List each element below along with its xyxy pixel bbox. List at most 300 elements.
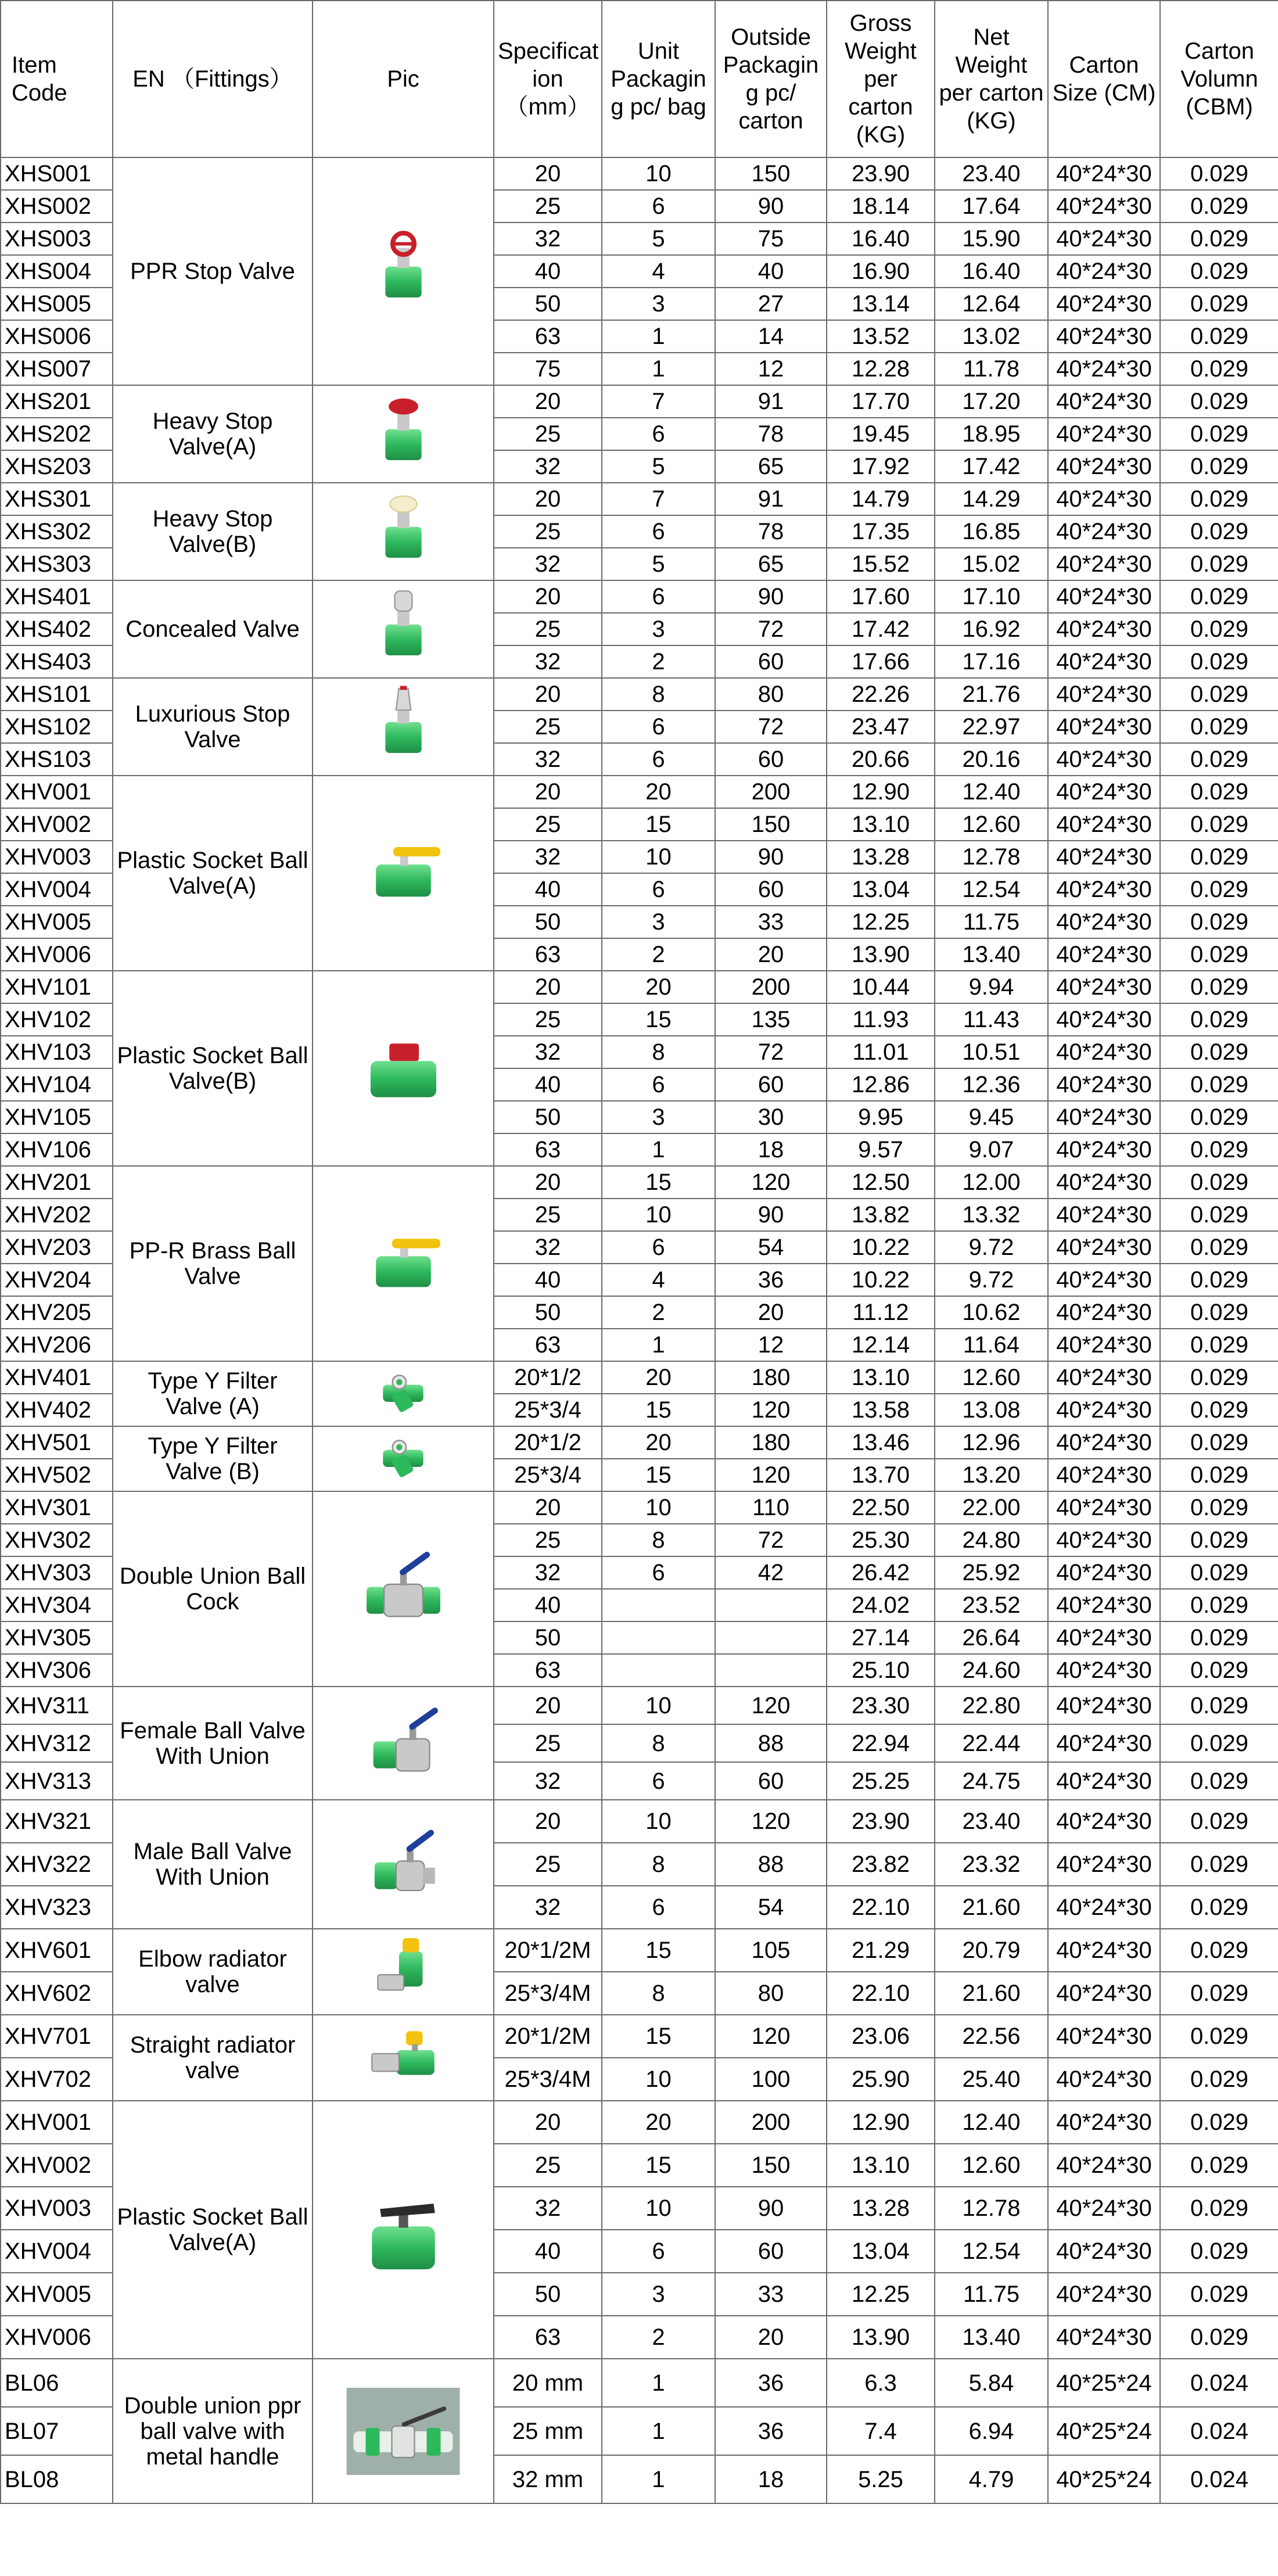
- outside-cell: [715, 1589, 827, 1621]
- item-code-cell: XHV003: [1, 841, 113, 873]
- gross-cell: 13.58: [827, 1394, 935, 1426]
- size-cell: 40*24*30: [1048, 1459, 1160, 1491]
- gross-cell: 25.90: [827, 2058, 935, 2101]
- table-row: [1, 157, 1278, 190]
- volume-cell: 0.029: [1160, 808, 1278, 841]
- unit-cell: 8: [602, 1524, 715, 1556]
- net-cell: 10.62: [935, 1296, 1048, 1329]
- unit-cell: [602, 1589, 715, 1621]
- volume-cell: 0.029: [1160, 1972, 1278, 2015]
- table-row: [1, 385, 1278, 418]
- size-cell: 40*24*30: [1048, 2144, 1160, 2187]
- net-cell: 12.60: [935, 1361, 1048, 1394]
- volume-cell: 0.029: [1160, 450, 1278, 483]
- size-cell: 40*24*30: [1048, 1231, 1160, 1264]
- net-cell: 11.75: [935, 906, 1048, 938]
- item-code-cell: XHV106: [1, 1133, 113, 1166]
- item-code-cell: XHS002: [1, 190, 113, 223]
- unit-cell: 15: [602, 1003, 715, 1036]
- size-cell: 40*25*24: [1048, 2359, 1160, 2407]
- volume-cell: 0.029: [1160, 1361, 1278, 1394]
- item-code-cell: XHS403: [1, 645, 113, 678]
- outside-cell: 60: [715, 2230, 827, 2273]
- spec-cell: 25: [494, 1524, 602, 1556]
- spec-cell: 25*3/4: [494, 1459, 602, 1491]
- net-cell: 9.45: [935, 1101, 1048, 1133]
- size-cell: 40*24*30: [1048, 971, 1160, 1003]
- net-cell: 16.85: [935, 515, 1048, 548]
- spec-cell: 32: [494, 1231, 602, 1264]
- product-picture-cell: [313, 1491, 494, 1687]
- outside-cell: 135: [715, 1003, 827, 1036]
- size-cell: 40*24*30: [1048, 1133, 1160, 1166]
- item-code-cell: XHV304: [1, 1589, 113, 1621]
- product-name-cell: Luxurious Stop Valve: [113, 678, 313, 776]
- item-code-cell: XHV302: [1, 1524, 113, 1556]
- spec-cell: 20: [494, 776, 602, 808]
- product-name-cell: Female Ball Valve With Union: [113, 1687, 313, 1800]
- item-code-cell: XHV401: [1, 1361, 113, 1394]
- size-cell: 40*24*30: [1048, 2058, 1160, 2101]
- item-code-cell: XHV321: [1, 1800, 113, 1843]
- gross-cell: 13.90: [827, 938, 935, 971]
- outside-cell: 180: [715, 1361, 827, 1394]
- spec-cell: 50: [494, 1101, 602, 1133]
- product-picture-cell: [313, 678, 494, 776]
- outside-cell: 72: [715, 1524, 827, 1556]
- outside-cell: [715, 1621, 827, 1654]
- outside-cell: 60: [715, 1068, 827, 1101]
- net-cell: 16.40: [935, 255, 1048, 288]
- gross-cell: 20.66: [827, 743, 935, 776]
- size-cell: 40*24*30: [1048, 613, 1160, 645]
- gross-cell: 17.92: [827, 450, 935, 483]
- net-cell: 22.00: [935, 1491, 1048, 1524]
- size-cell: 40*24*30: [1048, 1589, 1160, 1621]
- net-cell: 9.72: [935, 1231, 1048, 1264]
- volume-cell: 0.029: [1160, 1133, 1278, 1166]
- size-cell: 40*24*30: [1048, 808, 1160, 841]
- volume-cell: 0.029: [1160, 2058, 1278, 2101]
- volume-cell: 0.029: [1160, 1459, 1278, 1491]
- gross-cell: 18.14: [827, 190, 935, 223]
- net-cell: 12.64: [935, 288, 1048, 320]
- volume-cell: 0.029: [1160, 1687, 1278, 1724]
- net-cell: 13.32: [935, 1199, 1048, 1231]
- heavy-stop-valve-b-icon: [353, 488, 454, 575]
- spec-cell: 20: [494, 2101, 602, 2144]
- net-cell: 9.72: [935, 1264, 1048, 1296]
- gross-cell: 10.22: [827, 1231, 935, 1264]
- volume-cell: 0.029: [1160, 320, 1278, 353]
- item-code-cell: XHS006: [1, 320, 113, 353]
- header-row: [1, 1, 1278, 157]
- unit-cell: 6: [602, 2230, 715, 2273]
- table-row: [1, 1800, 1278, 1843]
- net-cell: 22.44: [935, 1724, 1048, 1762]
- outside-cell: 12: [715, 353, 827, 385]
- item-code-cell: XHV306: [1, 1654, 113, 1687]
- spec-cell: 20*1/2M: [494, 1929, 602, 1972]
- outside-cell: 200: [715, 2101, 827, 2144]
- size-cell: 40*24*30: [1048, 841, 1160, 873]
- volume-cell: 0.029: [1160, 483, 1278, 515]
- unit-cell: 3: [602, 288, 715, 320]
- unit-cell: 1: [602, 1133, 715, 1166]
- outside-cell: 72: [715, 1036, 827, 1068]
- size-cell: 40*24*30: [1048, 678, 1160, 711]
- volume-cell: 0.029: [1160, 2230, 1278, 2273]
- item-code-cell: XHS005: [1, 288, 113, 320]
- size-cell: 40*24*30: [1048, 450, 1160, 483]
- volume-cell: 0.029: [1160, 2273, 1278, 2316]
- volume-cell: 0.029: [1160, 2187, 1278, 2230]
- item-code-cell: XHV104: [1, 1068, 113, 1101]
- table-row: [1, 580, 1278, 613]
- header-en: EN （Fittings）: [113, 1, 313, 157]
- size-cell: 40*24*30: [1048, 2273, 1160, 2316]
- unit-cell: 4: [602, 1264, 715, 1296]
- unit-cell: 5: [602, 548, 715, 580]
- item-code-cell: XHV502: [1, 1459, 113, 1491]
- gross-cell: 12.25: [827, 2273, 935, 2316]
- outside-cell: 100: [715, 2058, 827, 2101]
- volume-cell: 0.029: [1160, 223, 1278, 255]
- net-cell: 12.54: [935, 2230, 1048, 2273]
- spec-cell: 40: [494, 1068, 602, 1101]
- net-cell: 12.00: [935, 1166, 1048, 1199]
- gross-cell: 25.25: [827, 1762, 935, 1800]
- unit-cell: 20: [602, 1426, 715, 1459]
- item-code-cell: XHV202: [1, 1199, 113, 1231]
- volume-cell: 0.029: [1160, 776, 1278, 808]
- table-row: [1, 2015, 1278, 2058]
- spec-cell: 63: [494, 2316, 602, 2359]
- product-name-cell: Straight radiator valve: [113, 2015, 313, 2101]
- volume-cell: 0.029: [1160, 190, 1278, 223]
- spec-cell: 32: [494, 1762, 602, 1800]
- outside-cell: 54: [715, 1886, 827, 1929]
- product-name-cell: Heavy Stop Valve(B): [113, 483, 313, 580]
- outside-cell: 120: [715, 1459, 827, 1491]
- header-outside-packaging: Outside Packagin g pc/ carton: [715, 1, 827, 157]
- volume-cell: 0.024: [1160, 2455, 1278, 2503]
- spec-cell: 32 mm: [494, 2455, 602, 2503]
- spec-cell: 25: [494, 1003, 602, 1036]
- unit-cell: 1: [602, 320, 715, 353]
- plastic-socket-ball-valve-black-handle-icon: [353, 2186, 454, 2273]
- volume-cell: 0.029: [1160, 1036, 1278, 1068]
- volume-cell: 0.029: [1160, 678, 1278, 711]
- item-code-cell: XHV006: [1, 938, 113, 971]
- spec-cell: 40: [494, 1264, 602, 1296]
- spec-cell: 25: [494, 808, 602, 841]
- item-code-cell: XHS102: [1, 711, 113, 743]
- size-cell: 40*24*30: [1048, 1166, 1160, 1199]
- header-unit-packaging: Unit Packagin g pc/ bag: [602, 1, 715, 157]
- item-code-cell: XHV305: [1, 1621, 113, 1654]
- type-y-filter-valve-b-icon: [371, 1431, 435, 1487]
- spec-cell: 20: [494, 580, 602, 613]
- header-item-code: Item Code: [1, 1, 113, 157]
- outside-cell: 90: [715, 841, 827, 873]
- unit-cell: 10: [602, 2187, 715, 2230]
- item-code-cell: XHV105: [1, 1101, 113, 1133]
- size-cell: 40*24*30: [1048, 418, 1160, 450]
- spec-cell: 20: [494, 483, 602, 515]
- size-cell: 40*24*30: [1048, 385, 1160, 418]
- net-cell: 17.64: [935, 190, 1048, 223]
- spec-cell: 32: [494, 1036, 602, 1068]
- size-cell: 40*24*30: [1048, 223, 1160, 255]
- gross-cell: 13.04: [827, 873, 935, 906]
- spec-cell: 25: [494, 711, 602, 743]
- unit-cell: 1: [602, 2455, 715, 2503]
- product-picture-cell: [313, 971, 494, 1166]
- size-cell: 40*24*30: [1048, 1329, 1160, 1361]
- gross-cell: 11.93: [827, 1003, 935, 1036]
- volume-cell: 0.029: [1160, 1426, 1278, 1459]
- item-code-cell: XHV002: [1, 808, 113, 841]
- outside-cell: 90: [715, 1199, 827, 1231]
- spec-cell: 32: [494, 841, 602, 873]
- net-cell: 22.97: [935, 711, 1048, 743]
- spec-cell: 20*1/2: [494, 1361, 602, 1394]
- net-cell: 20.16: [935, 743, 1048, 776]
- outside-cell: 78: [715, 515, 827, 548]
- outside-cell: 120: [715, 1394, 827, 1426]
- unit-cell: 6: [602, 190, 715, 223]
- gross-cell: 13.90: [827, 2316, 935, 2359]
- size-cell: 40*24*30: [1048, 711, 1160, 743]
- unit-cell: 6: [602, 1886, 715, 1929]
- gross-cell: 22.10: [827, 1972, 935, 2015]
- spec-cell: 32: [494, 1886, 602, 1929]
- item-code-cell: XHS007: [1, 353, 113, 385]
- item-code-cell: XHS001: [1, 157, 113, 190]
- net-cell: 11.64: [935, 1329, 1048, 1361]
- net-cell: 12.78: [935, 2187, 1048, 2230]
- table-row: [1, 971, 1278, 1003]
- size-cell: 40*24*30: [1048, 1800, 1160, 1843]
- spec-cell: 50: [494, 1621, 602, 1654]
- size-cell: 40*24*30: [1048, 1724, 1160, 1762]
- unit-cell: 10: [602, 157, 715, 190]
- spec-cell: 40: [494, 1589, 602, 1621]
- volume-cell: 0.024: [1160, 2359, 1278, 2407]
- gross-cell: 13.28: [827, 841, 935, 873]
- product-name-cell: Type Y Filter Valve (B): [113, 1426, 313, 1491]
- outside-cell: 33: [715, 906, 827, 938]
- outside-cell: 20: [715, 938, 827, 971]
- spec-cell: 25: [494, 418, 602, 450]
- volume-cell: 0.029: [1160, 353, 1278, 385]
- outside-cell: 20: [715, 2316, 827, 2359]
- spec-cell: 25 mm: [494, 2407, 602, 2455]
- unit-cell: 1: [602, 2359, 715, 2407]
- net-cell: 17.42: [935, 450, 1048, 483]
- item-code-cell: XHV201: [1, 1166, 113, 1199]
- spec-cell: 25*3/4M: [494, 2058, 602, 2101]
- net-cell: 23.52: [935, 1589, 1048, 1621]
- type-y-filter-valve-a-icon: [371, 1366, 435, 1422]
- net-cell: 13.40: [935, 938, 1048, 971]
- gross-cell: 9.57: [827, 1133, 935, 1166]
- unit-cell: [602, 1621, 715, 1654]
- volume-cell: 0.029: [1160, 1491, 1278, 1524]
- gross-cell: 23.90: [827, 157, 935, 190]
- gross-cell: 22.50: [827, 1491, 935, 1524]
- gross-cell: 13.46: [827, 1426, 935, 1459]
- unit-cell: 8: [602, 1843, 715, 1886]
- net-cell: 12.54: [935, 873, 1048, 906]
- spec-cell: 20: [494, 1800, 602, 1843]
- outside-cell: 60: [715, 743, 827, 776]
- size-cell: 40*25*24: [1048, 2407, 1160, 2455]
- outside-cell: 88: [715, 1843, 827, 1886]
- volume-cell: 0.029: [1160, 2316, 1278, 2359]
- item-code-cell: XHV002: [1, 2144, 113, 2187]
- net-cell: 23.40: [935, 1800, 1048, 1843]
- item-code-cell: XHS003: [1, 223, 113, 255]
- item-code-cell: XHV006: [1, 2316, 113, 2359]
- spec-cell: 25: [494, 515, 602, 548]
- spec-cell: 20: [494, 1491, 602, 1524]
- unit-cell: 7: [602, 483, 715, 515]
- gross-cell: 13.10: [827, 808, 935, 841]
- product-picture-cell: [313, 1929, 494, 2015]
- spec-cell: 32: [494, 743, 602, 776]
- size-cell: 40*24*30: [1048, 1886, 1160, 1929]
- volume-cell: 0.029: [1160, 1329, 1278, 1361]
- net-cell: 13.08: [935, 1394, 1048, 1426]
- unit-cell: 20: [602, 2101, 715, 2144]
- gross-cell: 17.70: [827, 385, 935, 418]
- volume-cell: 0.029: [1160, 1199, 1278, 1231]
- unit-cell: 6: [602, 1762, 715, 1800]
- spec-cell: 32: [494, 223, 602, 255]
- size-cell: 40*25*24: [1048, 2455, 1160, 2503]
- item-code-cell: XHV312: [1, 1724, 113, 1762]
- outside-cell: 36: [715, 2407, 827, 2455]
- unit-cell: 15: [602, 2015, 715, 2058]
- volume-cell: 0.029: [1160, 1166, 1278, 1199]
- net-cell: 11.43: [935, 1003, 1048, 1036]
- net-cell: 14.29: [935, 483, 1048, 515]
- item-code-cell: XHV003: [1, 2187, 113, 2230]
- volume-cell: 0.029: [1160, 906, 1278, 938]
- net-cell: 6.94: [935, 2407, 1048, 2455]
- volume-cell: 0.029: [1160, 743, 1278, 776]
- outside-cell: 60: [715, 1762, 827, 1800]
- spec-cell: 50: [494, 1296, 602, 1329]
- outside-cell: 80: [715, 678, 827, 711]
- outside-cell: 36: [715, 1264, 827, 1296]
- heavy-stop-valve-a-icon: [353, 390, 454, 478]
- gross-cell: 26.42: [827, 1556, 935, 1589]
- product-name-cell: Male Ball Valve With Union: [113, 1800, 313, 1929]
- outside-cell: 200: [715, 776, 827, 808]
- size-cell: 40*24*30: [1048, 743, 1160, 776]
- volume-cell: 0.029: [1160, 1886, 1278, 1929]
- gross-cell: 12.25: [827, 906, 935, 938]
- gross-cell: 23.82: [827, 1843, 935, 1886]
- gross-cell: 13.10: [827, 2144, 935, 2187]
- item-code-cell: BL08: [1, 2455, 113, 2503]
- net-cell: 12.60: [935, 808, 1048, 841]
- header-gross-weight: Gross Weight per carton (KG): [827, 1, 935, 157]
- spec-cell: 32: [494, 450, 602, 483]
- item-code-cell: XHS302: [1, 515, 113, 548]
- net-cell: 16.92: [935, 613, 1048, 645]
- size-cell: 40*24*30: [1048, 1556, 1160, 1589]
- item-code-cell: XHS303: [1, 548, 113, 580]
- net-cell: 22.80: [935, 1687, 1048, 1724]
- net-cell: 9.07: [935, 1133, 1048, 1166]
- volume-cell: 0.029: [1160, 515, 1278, 548]
- outside-cell: 27: [715, 288, 827, 320]
- product-picture-cell: [313, 1166, 494, 1361]
- item-code-cell: XHV303: [1, 1556, 113, 1589]
- volume-cell: 0.029: [1160, 841, 1278, 873]
- gross-cell: 17.66: [827, 645, 935, 678]
- table-row: [1, 678, 1278, 711]
- product-picture-cell: [313, 385, 494, 483]
- spec-cell: 25: [494, 190, 602, 223]
- outside-cell: 90: [715, 190, 827, 223]
- gross-cell: 6.3: [827, 2359, 935, 2407]
- outside-cell: 72: [715, 613, 827, 645]
- spec-cell: 40: [494, 2230, 602, 2273]
- net-cell: 23.40: [935, 157, 1048, 190]
- volume-cell: 0.029: [1160, 1556, 1278, 1589]
- volume-cell: 0.029: [1160, 1654, 1278, 1687]
- gross-cell: 12.50: [827, 1166, 935, 1199]
- outside-cell: 88: [715, 1724, 827, 1762]
- volume-cell: 0.029: [1160, 711, 1278, 743]
- product-name-cell: Concealed Valve: [113, 580, 313, 678]
- size-cell: 40*24*30: [1048, 515, 1160, 548]
- table-row: [1, 2359, 1278, 2407]
- outside-cell: 110: [715, 1491, 827, 1524]
- header-carton-volume: Carton Volumn (CBM): [1160, 1, 1278, 157]
- net-cell: 13.40: [935, 2316, 1048, 2359]
- item-code-cell: XHV004: [1, 873, 113, 906]
- table-row: [1, 2101, 1278, 2144]
- gross-cell: 5.25: [827, 2455, 935, 2503]
- spec-cell: 40: [494, 255, 602, 288]
- volume-cell: 0.029: [1160, 1843, 1278, 1886]
- gross-cell: 16.90: [827, 255, 935, 288]
- unit-cell: 15: [602, 1166, 715, 1199]
- unit-cell: 15: [602, 808, 715, 841]
- volume-cell: 0.029: [1160, 2015, 1278, 2058]
- outside-cell: 65: [715, 450, 827, 483]
- outside-cell: 65: [715, 548, 827, 580]
- unit-cell: [602, 1654, 715, 1687]
- unit-cell: 5: [602, 450, 715, 483]
- size-cell: 40*24*30: [1048, 2101, 1160, 2144]
- item-code-cell: XHV004: [1, 2230, 113, 2273]
- spec-cell: 20: [494, 1166, 602, 1199]
- unit-cell: 6: [602, 515, 715, 548]
- size-cell: 40*24*30: [1048, 1491, 1160, 1524]
- volume-cell: 0.029: [1160, 1524, 1278, 1556]
- item-code-cell: XHV103: [1, 1036, 113, 1068]
- gross-cell: 11.01: [827, 1036, 935, 1068]
- volume-cell: 0.029: [1160, 1724, 1278, 1762]
- size-cell: 40*24*30: [1048, 157, 1160, 190]
